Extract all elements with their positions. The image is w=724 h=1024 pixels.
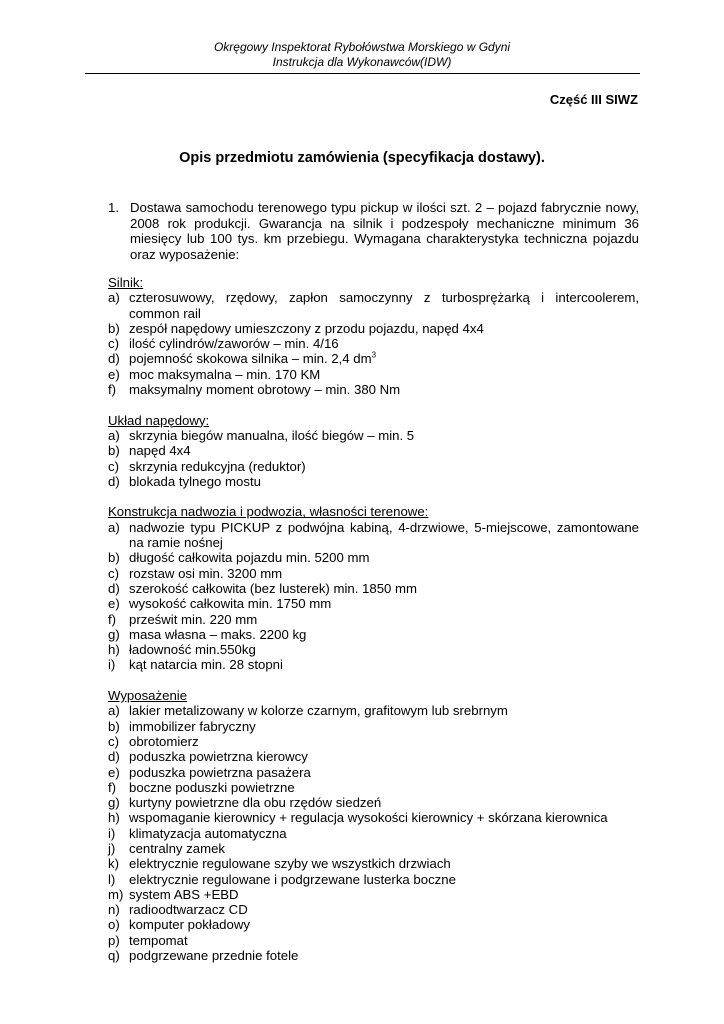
spec-sections bbox=[108, 275, 639, 979]
list-item-letter: d) bbox=[108, 473, 120, 489]
list-item-text-content: obrotomierz bbox=[129, 733, 199, 749]
part-label: Część III SIWZ bbox=[549, 92, 638, 107]
list-item bbox=[108, 336, 639, 351]
list-item-letter: g) bbox=[108, 626, 120, 642]
list-item bbox=[108, 459, 639, 474]
list-item-letter: p) bbox=[108, 932, 120, 948]
list-item-text-content: długość całkowita pojazdu min. 5200 mm bbox=[129, 550, 370, 566]
list-item bbox=[108, 657, 639, 672]
section-engine bbox=[108, 275, 639, 397]
list-item-text-content: radioodtwarzacz CD bbox=[129, 902, 248, 918]
list-item-text bbox=[129, 321, 639, 336]
list-item-letter: b) bbox=[108, 320, 120, 336]
list-item bbox=[108, 351, 639, 366]
section-heading: Wyposażenie bbox=[108, 688, 188, 704]
list-item-letter: d) bbox=[108, 580, 120, 596]
list-item-letter: c) bbox=[108, 733, 119, 749]
list-item-letter: m) bbox=[108, 886, 124, 902]
list-item-letter: d) bbox=[108, 749, 120, 765]
list-item-text bbox=[129, 550, 639, 565]
list-item-text bbox=[129, 642, 639, 657]
list-item bbox=[108, 367, 639, 382]
intro-text: Dostawa samochodu terenowego typu pickup w ilości szt. 2 – pojazd fabrycznie nowy, 2008 rok produkcji. Gwarancja na silnik i podzespoły mechaniczne minimum 36 miesięcy lub 100 tys. km przebiegu. Wymagana charakterystyka techniczna pojazdu oraz wyposażenie: bbox=[130, 200, 639, 262]
list-item-text-content: maksymalny moment obrotowy – min. 380 Nm bbox=[129, 382, 401, 398]
list-item-text bbox=[129, 382, 639, 397]
list-item bbox=[108, 872, 639, 887]
list-item-letter: k) bbox=[108, 856, 119, 872]
list-item-text-content: skrzynia biegów manualna, ilość biegów – min. 5 bbox=[129, 427, 415, 443]
list-item-text bbox=[129, 902, 639, 917]
header-document: Instrukcja dla Wykonawców(IDW) bbox=[272, 55, 452, 69]
list-item-text-content: zespół napędowy umieszczony z przodu pojazdu, napęd 4x4 bbox=[129, 320, 484, 336]
list-item bbox=[108, 520, 639, 551]
list-item bbox=[108, 826, 639, 841]
list-item-text bbox=[129, 826, 639, 841]
list-item-text bbox=[129, 459, 639, 474]
list-item-text bbox=[129, 351, 639, 366]
list-item-text-content: ładowność min.550kg bbox=[129, 642, 256, 658]
list-item bbox=[108, 856, 639, 871]
list-item bbox=[108, 321, 639, 336]
list-item-text-content: skrzynia redukcyjna (reduktor) bbox=[129, 458, 306, 474]
list-item-text bbox=[129, 474, 639, 489]
list-item bbox=[108, 703, 639, 718]
list-item-text bbox=[129, 734, 639, 749]
list-item-text-content: kąt natarcia min. 28 stopni bbox=[129, 657, 283, 673]
list-item-letter: f) bbox=[108, 779, 117, 795]
list-item-text bbox=[129, 719, 639, 734]
list-item bbox=[108, 749, 639, 764]
list-item bbox=[108, 780, 639, 795]
list-item-text bbox=[129, 443, 639, 458]
list-item bbox=[108, 550, 639, 565]
list-item-text bbox=[129, 917, 639, 932]
list-item bbox=[108, 795, 639, 810]
list-item-text bbox=[129, 749, 639, 764]
list-item-text-content: komputer pokładowy bbox=[129, 917, 250, 933]
list-item-letter: e) bbox=[108, 764, 120, 780]
list-item-letter: a) bbox=[108, 519, 120, 535]
list-item-text-content: klimatyzacja automatyczna bbox=[129, 825, 287, 841]
list-item-text-content: boczne poduszki powietrzne bbox=[129, 779, 295, 795]
list-item-letter: c) bbox=[108, 336, 119, 352]
list-item-text bbox=[129, 336, 639, 351]
list-item-text-content: poduszka powietrzna kierowcy bbox=[129, 749, 308, 765]
list-item-text bbox=[129, 596, 639, 611]
list-item bbox=[108, 642, 639, 657]
list-item bbox=[108, 382, 639, 397]
superscript: 3 bbox=[371, 351, 377, 361]
list-item-text-content: ilość cylindrów/zaworów – min. 4/16 bbox=[129, 336, 339, 352]
list-item-text-content: blokada tylnego mostu bbox=[129, 473, 261, 489]
list-item-letter: c) bbox=[108, 565, 119, 581]
list-item bbox=[108, 612, 639, 627]
section-body bbox=[108, 504, 639, 672]
list-item-text-content: masa własna – maks. 2200 kg bbox=[129, 626, 307, 642]
section-heading: Konstrukcja nadwozia i podwozia, własności terenowe: bbox=[108, 504, 429, 520]
list-item-letter: l) bbox=[108, 871, 116, 887]
list-item-letter: b) bbox=[108, 718, 120, 734]
list-item-text-content: napęd 4x4 bbox=[129, 443, 191, 459]
list-item bbox=[108, 902, 639, 917]
list-item-text-content: centralny zamek bbox=[129, 840, 226, 856]
list-item-text bbox=[129, 780, 639, 795]
list-item-letter: a) bbox=[108, 290, 120, 306]
list-item-text bbox=[129, 856, 639, 871]
list-item bbox=[108, 765, 639, 780]
list-item-text bbox=[129, 612, 639, 627]
list-item bbox=[108, 443, 639, 458]
list-item bbox=[108, 917, 639, 932]
list-item-text bbox=[129, 810, 639, 825]
list-item-text-content: nadwozie typu PICKUP z podwójna kabiną, 4-drzwiowe, 5-miejscowe, zamontowane na ramie nośnej bbox=[129, 519, 639, 551]
list-item-text bbox=[129, 627, 639, 642]
list-item-text bbox=[129, 887, 639, 902]
intro-paragraph bbox=[108, 200, 639, 262]
list-item-letter: h) bbox=[108, 642, 120, 658]
header-rule bbox=[85, 73, 640, 74]
list-item-letter: a) bbox=[108, 427, 120, 443]
list-item-text-content: kurtyny powietrzne dla obu rzędów siedzeń bbox=[129, 795, 382, 811]
list-item-text-content: wspomaganie kierownicy + regulacja wysokości kierownicy + skórzana kierownica bbox=[129, 810, 608, 826]
list-item-text-content: lakier metalizowany w kolorze czarnym, grafitowym lub srebrnym bbox=[129, 703, 508, 719]
list-item bbox=[108, 841, 639, 856]
list-item-letter: c) bbox=[108, 458, 119, 474]
list-item-text-content: moc maksymalna – min. 170 KM bbox=[129, 366, 321, 382]
list-item-letter: b) bbox=[108, 443, 120, 459]
list-item-text bbox=[129, 948, 639, 963]
list-item-text-content: wysokość całkowita min. 1750 mm bbox=[129, 596, 332, 612]
list-item-letter: j) bbox=[108, 840, 116, 856]
list-item bbox=[108, 596, 639, 611]
list-item-text bbox=[129, 841, 639, 856]
list-item bbox=[108, 719, 639, 734]
section-heading: Silnik: bbox=[108, 275, 144, 290]
list-item-text-content: pojemność skokowa silnika – min. 2,4 dm bbox=[129, 351, 372, 367]
list-item bbox=[108, 290, 639, 321]
list-item-text bbox=[129, 520, 639, 551]
list-item-text-content: prześwit min. 220 mm bbox=[129, 611, 258, 627]
list-item-text-content: szerokość całkowita (bez lusterek) min. 1850 mm bbox=[129, 580, 418, 596]
list-item-text bbox=[129, 566, 639, 581]
list-item bbox=[108, 581, 639, 596]
list-item-text bbox=[129, 703, 639, 718]
list-item-letter: f) bbox=[108, 611, 117, 627]
list-item-letter: h) bbox=[108, 810, 120, 826]
section-heading: Układ napędowy: bbox=[108, 412, 210, 428]
section-equipment bbox=[108, 688, 639, 963]
list-item-text-content: elektrycznie regulowane szyby we wszystkich drzwiach bbox=[129, 856, 451, 872]
list-item bbox=[108, 734, 639, 749]
list-item-letter: g) bbox=[108, 795, 120, 811]
intro-number: 1. bbox=[108, 200, 119, 215]
list-item-letter: e) bbox=[108, 366, 120, 382]
list-item-letter: e) bbox=[108, 596, 120, 612]
list-item-letter: f) bbox=[108, 382, 117, 398]
list-item bbox=[108, 933, 639, 948]
list-item-letter: a) bbox=[108, 703, 120, 719]
list-item-text-content: immobilizer fabryczny bbox=[129, 718, 256, 734]
section-drivetrain bbox=[108, 413, 639, 489]
list-item-letter: d) bbox=[108, 351, 120, 367]
document-title: Opis przedmiotu zamówienia (specyfikacja dostawy). bbox=[179, 150, 545, 166]
list-item-letter: n) bbox=[108, 902, 120, 918]
page-header bbox=[0, 40, 724, 70]
list-item-text bbox=[129, 933, 639, 948]
list-item-text-content: elektrycznie regulowane i podgrzewane lusterka boczne bbox=[129, 871, 456, 887]
list-item-text bbox=[129, 290, 639, 321]
list-item-text bbox=[129, 795, 639, 810]
list-item-text bbox=[129, 581, 639, 596]
list-item-text-content: tempomat bbox=[129, 932, 188, 948]
list-item-text bbox=[129, 367, 639, 382]
list-item bbox=[108, 566, 639, 581]
list-item-text bbox=[129, 765, 639, 780]
list-item bbox=[108, 627, 639, 642]
list-item bbox=[108, 474, 639, 489]
header-institution: Okręgowy Inspektorat Rybołówstwa Morskiego w Gdyni bbox=[213, 40, 511, 54]
list-item-text-content: rozstaw osi min. 3200 mm bbox=[129, 565, 283, 581]
list-item bbox=[108, 810, 639, 825]
list-item-letter: q) bbox=[108, 948, 120, 964]
list-item-letter: i) bbox=[108, 825, 116, 841]
list-item-text bbox=[129, 428, 639, 443]
list-item-text-content: poduszka powietrzna pasażera bbox=[129, 764, 311, 780]
list-item-text-content: czterosuwowy, rzędowy, zapłon samoczynny z turbosprężarką i intercoolerem, common rail bbox=[129, 290, 639, 321]
list-item bbox=[108, 948, 639, 963]
list-item-text-content: system ABS +EBD bbox=[129, 886, 239, 902]
list-item-text bbox=[129, 657, 639, 672]
list-item bbox=[108, 887, 639, 902]
list-item-letter: b) bbox=[108, 550, 120, 566]
list-item bbox=[108, 428, 639, 443]
list-item-letter: o) bbox=[108, 917, 120, 933]
list-item-text bbox=[129, 872, 639, 887]
list-item-text-content: podgrzewane przednie fotele bbox=[129, 948, 299, 964]
list-item-letter: i) bbox=[108, 657, 116, 673]
